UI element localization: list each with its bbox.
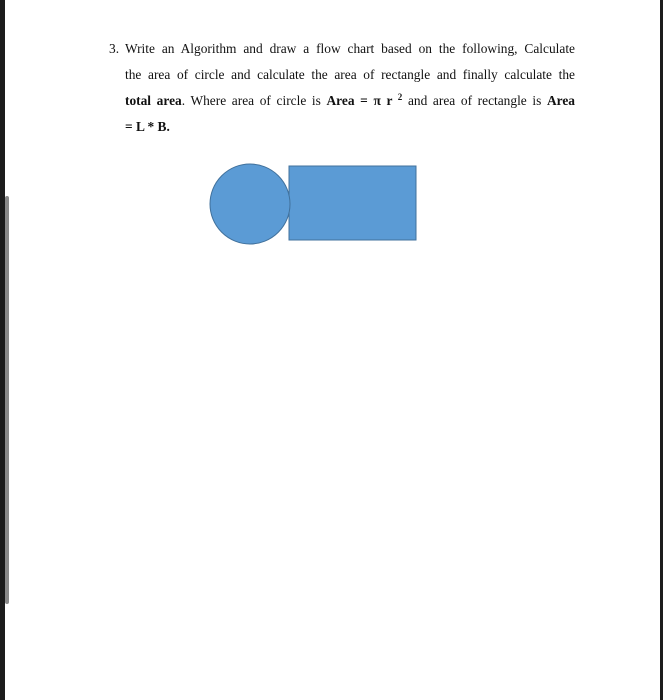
rectangle-shape [289,166,416,240]
total-area-term: total area [125,93,182,108]
question-text-line-2: the area of circle and calculate the area of rectangle and finally calculate the [125,67,575,82]
circle-area-formula: = π r [354,93,398,108]
circle-shape [210,164,290,244]
document-page [9,0,660,700]
rectangle-area-formula: = L * B. [125,119,170,134]
rectangle-area-intro: and area of rectangle is [402,93,547,108]
circle-area-intro: . Where area of circle is [181,93,327,108]
question-text-line-1: Write an Algorithm and draw a flow chart based on the following, Calculate [125,41,575,56]
radius-exponent: 2 [397,92,403,102]
rectangle-area-label: Area [546,93,575,108]
question-number: 3. [109,41,120,56]
shapes-figure [9,0,660,700]
circle-area-label: Area [326,93,355,108]
